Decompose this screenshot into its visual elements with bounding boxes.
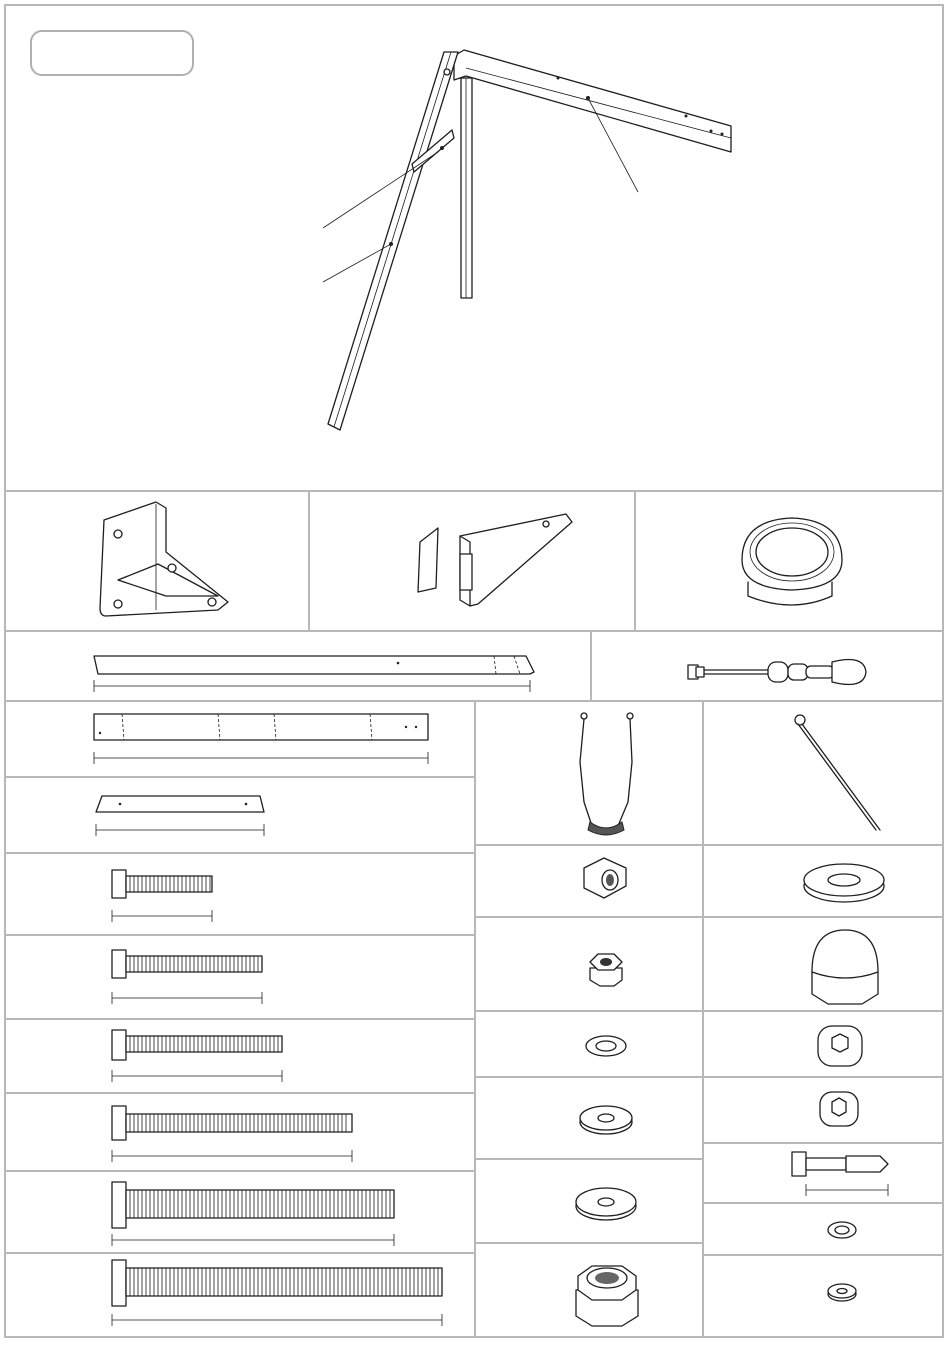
hex-bolt-6-icon [6, 1254, 478, 1340]
short-board-cell [4, 776, 476, 854]
hanger-hook-cell [590, 630, 944, 702]
top-beam-board-icon [6, 702, 478, 780]
top-beam-board-cell [4, 700, 476, 778]
swing-seat-icon [476, 702, 706, 848]
tie-rod-icon [704, 702, 946, 848]
flat-washer-wide-icon [476, 1160, 706, 1246]
split-washer-cell [474, 1010, 704, 1078]
acorn-nut-cell [702, 916, 944, 1012]
hex-bolt-2-icon [6, 936, 478, 1022]
t-nut-cell [474, 844, 704, 918]
hex-bolt-5-icon [6, 1172, 478, 1256]
lag-screw-icon [704, 1144, 946, 1206]
post-cap-cell [634, 490, 944, 632]
angle-bracket-with-logo-icon [310, 492, 638, 634]
hex-bolt-1-icon [6, 854, 478, 938]
frame-assembly-panel [4, 4, 944, 492]
long-leg-beam-icon [6, 632, 594, 704]
swing-frame-drawing [6, 6, 946, 494]
swing-hanger-hook-icon [592, 632, 946, 704]
hex-bolt-3-icon [6, 1020, 478, 1096]
flat-washer-small-cell [702, 1254, 944, 1338]
hex-socket-plug-small-cell [702, 1076, 944, 1144]
hex-bolt-4-cell [4, 1092, 476, 1172]
hex-bolt-1-cell [4, 852, 476, 936]
split-washer-small-icon [704, 1204, 946, 1258]
flat-washer-medium-cell [474, 1076, 704, 1160]
t-nut-icon [476, 846, 706, 920]
split-washer-small-cell [702, 1202, 944, 1256]
tie-rod-cell [702, 700, 944, 846]
corner-plate-bracket-icon [6, 492, 312, 634]
acorn-nut-icon [704, 918, 946, 1014]
hex-bolt-2-cell [4, 934, 476, 1020]
split-washer-icon [476, 1012, 706, 1080]
flat-washer-large-icon [704, 846, 946, 920]
post-cap-icon [636, 492, 946, 634]
leg-beam-cell [4, 630, 592, 702]
angle-bracket-cell [308, 490, 636, 632]
hex-bolt-5-cell [4, 1170, 476, 1254]
flat-washer-medium-icon [476, 1078, 706, 1162]
hex-bolt-6-cell [4, 1252, 476, 1338]
corner-plate-cell [4, 490, 310, 632]
lock-nut-large-cell [474, 1242, 704, 1338]
hex-bolt-3-cell [4, 1018, 476, 1094]
lock-nut-small-cell [474, 916, 704, 1012]
flat-washer-large-cell [702, 844, 944, 918]
lock-nut-large-icon [476, 1244, 706, 1340]
hex-socket-plug-large-cell [702, 1010, 944, 1078]
hex-bolt-4-icon [6, 1094, 478, 1174]
lock-nut-small-icon [476, 918, 706, 1014]
hex-socket-plug-large-icon [704, 1012, 946, 1080]
hex-socket-plug-small-icon [704, 1078, 946, 1146]
flat-washer-wide-cell [474, 1158, 704, 1244]
flat-washer-small-icon [704, 1256, 946, 1340]
short-board-icon [6, 778, 478, 856]
lag-screw-cell [702, 1142, 944, 1204]
swing-seat-cell [474, 700, 704, 846]
